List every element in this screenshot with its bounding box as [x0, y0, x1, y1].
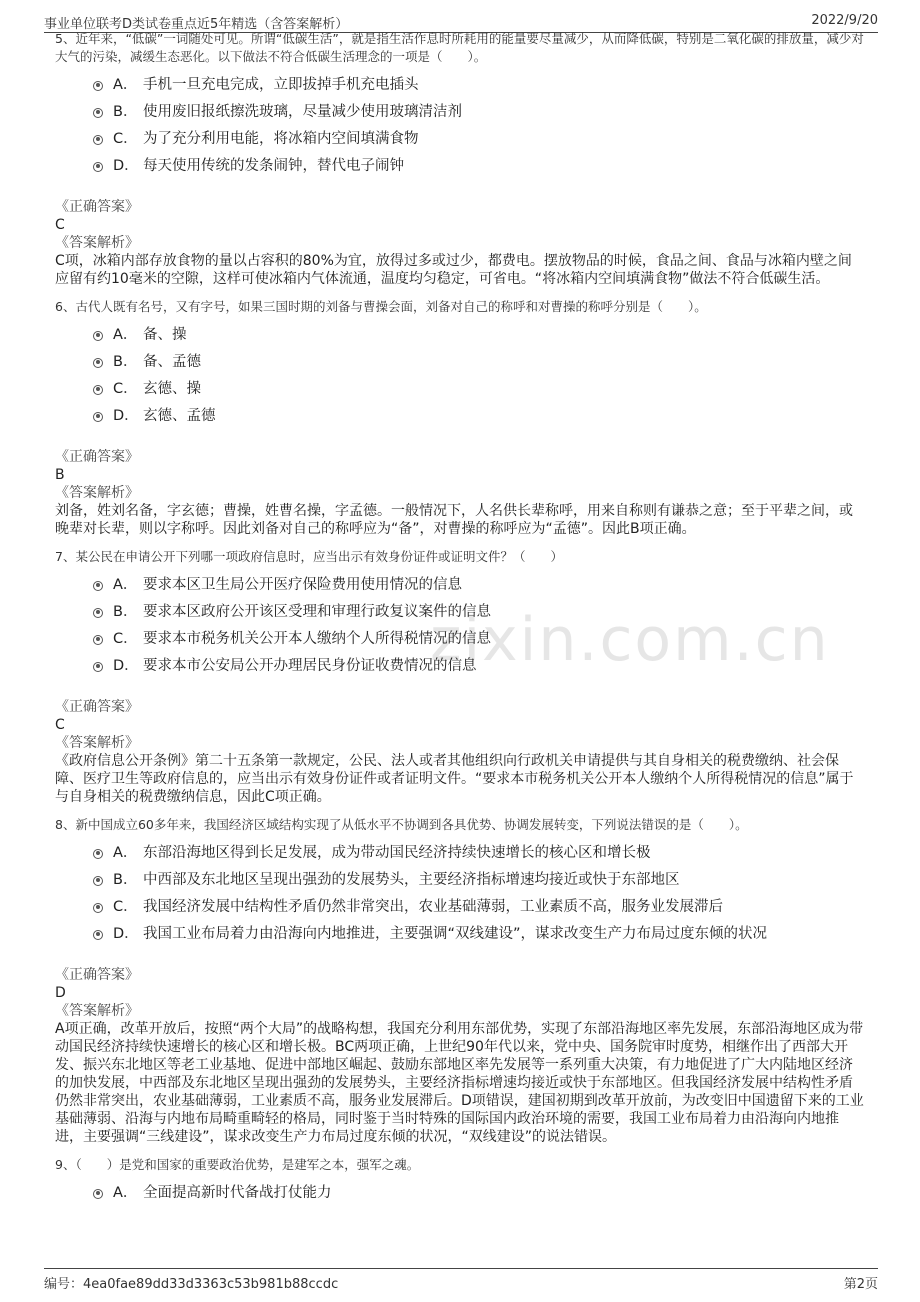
- option-6-c[interactable]: C． 玄德、操: [93, 374, 865, 401]
- option-5-d[interactable]: D． 每天使用传统的发条闹钟，替代电子闹钟: [93, 151, 865, 178]
- analysis-text: 《政府信息公开条例》第二十五条第一款规定，公民、法人或者其他组织向行政机关申请提供与其自身相关的税费缴纳、社会保障、医疗卫生等政府信息的，应当出示有效身份证件或者证明文件。“要求本市税务机关公开本人缴纳个人所得税情况的信息”属于与自身相关的税费缴纳信息，因此C项正确。: [55, 753, 854, 805]
- question-8-text: 8、新中国成立60多年来，我国经济区域结构实现了从低水平不协调到各具优势、协调发展转变，下列说法错误的是（ ）。: [55, 817, 748, 832]
- option-5-c[interactable]: C． 为了充分利用电能，将冰箱内空间填满食物: [93, 124, 865, 151]
- radio-icon[interactable]: [93, 635, 103, 645]
- analysis-text: A项正确，改革开放后，按照“两个大局”的战略构想，我国充分利用东部优势，实现了东部沿海地区率先发展，东部沿海地区成为带动国民经济持续快速增长的核心区和增长极。BC两项正确，上世纪90年代以来，党中央、国务院审时度势，相继作出了西部大开发、振兴东北地区等老工业基地、促进中部地区崛起、鼓励东部地区率先发展等一系列重大决策，有力地促进了广大内陆地区经济的加快发展，中西部及东北地区呈现出强劲的发展势头，主要经济指标增速均接近或快于东部地区。但我国经济发展中结构性矛盾仍然非常突出，农业基础薄弱，工业素质不高，服务业发展滞后。D项错误，建国初期到改革开放前，为改变旧中国遗留下来的工业基础薄弱、沿海与内地布局畸重畸轻的格局，同时鉴于当时特殊的国际国内政治环境的需要，我国工业布局着力由沿海向内地推进，主要强调“三线建设”，谋求改变生产力布局过度东倾的状况，“双线建设”的说法错误。: [55, 1021, 864, 1145]
- analysis-label: 《答案解析》: [55, 735, 139, 751]
- question-7-text: 7、某公民在申请公开下列哪一项政府信息时，应当出示有效身份证件或证明文件？（ ）: [55, 549, 563, 564]
- radio-icon[interactable]: [93, 108, 103, 118]
- question-9-text: 9、（ ）是党和国家的重要政治优势，是建军之本，强军之魂。: [55, 1157, 420, 1172]
- correct-answer: B: [55, 467, 65, 483]
- correct-answer: D: [55, 985, 66, 1001]
- option-9-a[interactable]: A． 全面提高新时代备战打仗能力: [93, 1178, 865, 1205]
- option-8-a[interactable]: A． 东部沿海地区得到长足发展，成为带动国民经济持续快速增长的核心区和增长极: [93, 838, 865, 865]
- document-date: 2022/9/20: [811, 13, 878, 28]
- watermark: zixin.com.cn: [430, 605, 830, 675]
- radio-icon[interactable]: [93, 135, 103, 145]
- option-7-d[interactable]: D． 要求本市公安局公开办理居民身份证收费情况的信息: [93, 651, 865, 678]
- option-5-a[interactable]: A． 手机一旦充电完成，立即拔掉手机充电插头: [93, 70, 865, 97]
- analysis-text: C项，冰箱内部存放食物的量以占容积的80%为宜，放得过多或过少，都费电。摆放物品的时候，食品之间、食品与冰箱内壁之间应留有约10毫米的空隙，这样可使冰箱内气体流通，温度均匀稳定，可省电。“将冰箱内空间填满食物”做法不符合低碳生活。: [55, 253, 852, 287]
- radio-icon[interactable]: [93, 331, 103, 341]
- option-8-d[interactable]: D． 我国工业布局着力由沿海向内地推进，主要强调“双线建设”，谋求改变生产力布局过度东倾的状况: [93, 919, 865, 946]
- analysis-label: 《答案解析》: [55, 485, 139, 501]
- radio-icon[interactable]: [93, 608, 103, 618]
- radio-icon[interactable]: [93, 81, 103, 91]
- radio-icon[interactable]: [93, 581, 103, 591]
- option-6-b[interactable]: B． 备、孟德: [93, 347, 865, 374]
- option-7-c[interactable]: C． 要求本市税务机关公开本人缴纳个人所得税情况的信息: [93, 624, 865, 651]
- radio-icon[interactable]: [93, 1189, 103, 1199]
- radio-icon[interactable]: [93, 849, 103, 859]
- correct-answer-label: 《正确答案》: [55, 699, 139, 715]
- radio-icon[interactable]: [93, 903, 103, 913]
- correct-answer: C: [55, 217, 65, 233]
- option-8-b[interactable]: B． 中西部及东北地区呈现出强劲的发展势头，主要经济指标增速均接近或快于东部地区: [93, 865, 865, 892]
- page-number: 第2页: [843, 1277, 878, 1292]
- radio-icon[interactable]: [93, 385, 103, 395]
- question-5: [55, 30, 865, 288]
- analysis-label: 《答案解析》: [55, 1003, 139, 1019]
- document-code: 编号：4ea0fae89dd33d3363c53b981b88ccdc: [44, 1277, 339, 1292]
- radio-icon[interactable]: [93, 162, 103, 172]
- question-7: [55, 548, 865, 806]
- analysis-text: 刘备，姓刘名备，字玄德；曹操，姓曹名操，字孟德。一般情况下，人名供长辈称呼，用来自称则有谦恭之意；至于平辈之间，或晚辈对长辈，则以字称呼。因此刘备对自己的称呼应为“备”，对曹操的称呼应为“孟德”。因此B项正确。: [55, 503, 853, 537]
- radio-icon[interactable]: [93, 930, 103, 940]
- radio-icon[interactable]: [93, 662, 103, 672]
- option-6-d[interactable]: D． 玄德、孟德: [93, 401, 865, 428]
- option-5-b[interactable]: B． 使用废旧报纸擦洗玻璃，尽量减少使用玻璃清洁剂: [93, 97, 865, 124]
- question-5-text: 5、近年来，“低碳”一词随处可见。所谓“低碳生活”，就是指生活作息时所耗用的能量要尽量减少，从而降低碳，特别是二氧化碳的排放量，减少对大气的污染，减缓生态恶化。以下做法不符合低碳生活理念的一项是（ ）。: [55, 31, 864, 64]
- question-list: [55, 31, 865, 1205]
- correct-answer-label: 《正确答案》: [55, 967, 139, 983]
- question-6: [55, 298, 865, 538]
- correct-answer: C: [55, 717, 65, 733]
- page-footer: [44, 1268, 878, 1293]
- correct-answer-label: 《正确答案》: [55, 449, 139, 465]
- radio-icon[interactable]: [93, 358, 103, 368]
- option-7-a[interactable]: A． 要求本区卫生局公开医疗保险费用使用情况的信息: [93, 570, 865, 597]
- document-title: 事业单位联考D类试卷重点近5年精选（含答案解析）: [44, 17, 349, 32]
- analysis-label: 《答案解析》: [55, 235, 139, 251]
- question-6-text: 6、古代人既有名号，又有字号，如果三国时期的刘备与曹操会面，刘备对自己的称呼和对曹操的称呼分别是（ ）。: [55, 299, 707, 314]
- option-6-a[interactable]: A． 备、操: [93, 320, 865, 347]
- question-8: [55, 816, 865, 1146]
- radio-icon[interactable]: [93, 876, 103, 886]
- question-9: [55, 1156, 865, 1205]
- radio-icon[interactable]: [93, 412, 103, 422]
- option-8-c[interactable]: C． 我国经济发展中结构性矛盾仍然非常突出，农业基础薄弱，工业素质不高，服务业发展滞后: [93, 892, 865, 919]
- option-7-b[interactable]: B． 要求本区政府公开该区受理和审理行政复议案件的信息: [93, 597, 865, 624]
- correct-answer-label: 《正确答案》: [55, 199, 139, 215]
